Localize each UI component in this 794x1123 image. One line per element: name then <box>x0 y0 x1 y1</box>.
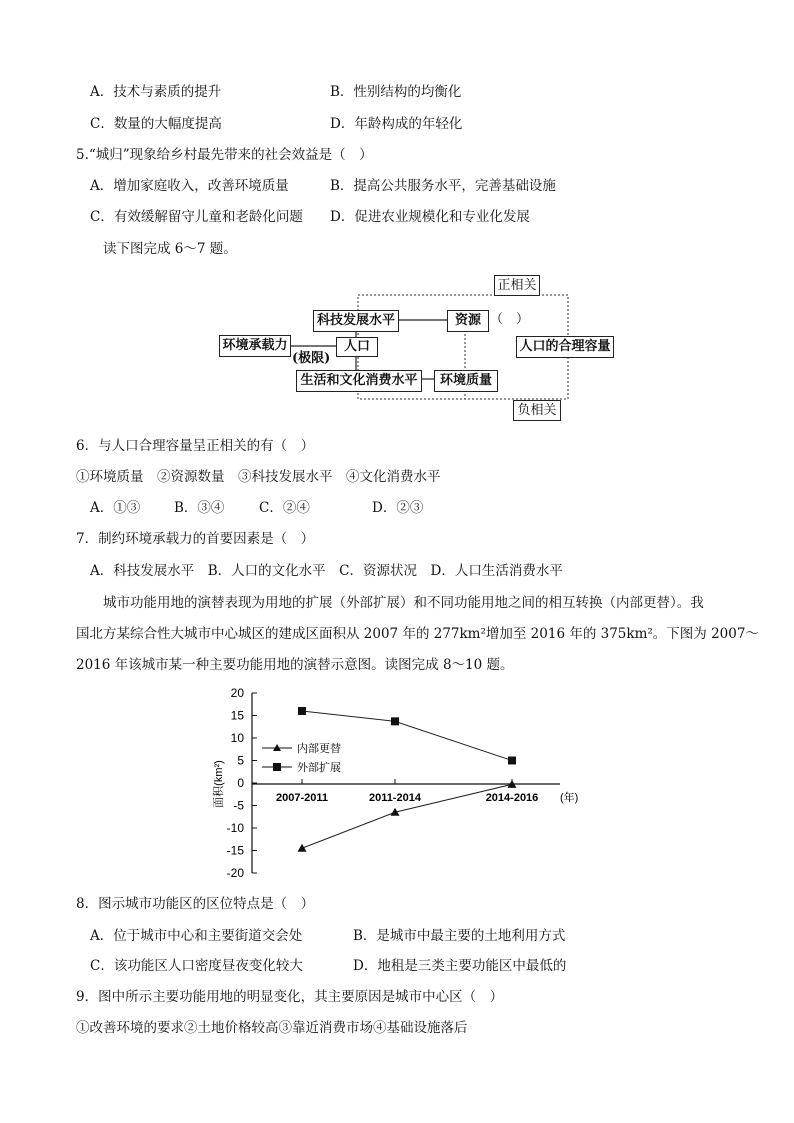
living-consumption-box: 生活和文化消费水平 <box>296 370 422 392</box>
y-tick-label: -15 <box>226 843 244 858</box>
y-tick-label: -5 <box>233 798 244 813</box>
y-axis-label: 面积(km²) <box>213 760 225 808</box>
q6-items: ①环境质量 ②资源数量 ③科技发展水平 ④文化消费水平 <box>76 469 441 485</box>
series-line-1 <box>302 711 512 761</box>
q8-option-b: B．是城市中最主要的土地利用方式 <box>353 928 566 944</box>
q5-option-c: C．有效缓解留守儿童和老龄化问题 <box>90 209 303 225</box>
q4-option-d: D．年龄构成的年轻化 <box>330 116 463 132</box>
concept-diagram <box>0 0 794 440</box>
env-capacity-box: 环境承载力 <box>219 335 291 357</box>
legend-triangle-marker <box>273 744 281 751</box>
x-tick-label: 2011-2014 <box>369 792 421 804</box>
legend-external: 外部扩展 <box>297 762 341 774</box>
q4-option-b: B．性别结构的均衡化 <box>330 84 462 100</box>
square-point <box>391 717 399 725</box>
chart-legend <box>262 741 341 774</box>
legend-square-marker <box>273 763 281 771</box>
positive-correlation-label: 正相关 <box>494 275 540 296</box>
q5-stem: 5.“城归”现象给乡村最先带来的社会效益是（ ） <box>76 147 373 163</box>
x-tick-label: 2014-2016 <box>485 792 539 804</box>
tech-level-box: 科技发展水平 <box>313 310 399 332</box>
q9-stem: 9．图中所示主要功能用地的明显变化，其主要原因是城市中心区（ ） <box>76 989 504 1005</box>
y-tick-label: 5 <box>237 753 244 768</box>
blank-parentheses: （ ） <box>490 312 530 327</box>
y-tick-label: -20 <box>226 866 244 880</box>
resource-box: 资源 <box>447 310 489 332</box>
q5-option-d: D．促进农业规模化和专业化发展 <box>330 209 530 225</box>
q6-option-a: A．①③ <box>90 500 141 516</box>
q8-option-a: A．位于城市中心和主要街道交会处 <box>90 928 303 944</box>
passage-line-1: 城市功能用地的演替表现为用地的扩展（外部扩展）和不同功能用地之间的相互转换（内部更替）。我 <box>103 595 704 611</box>
q5-option-a: A．增加家庭收入，改善环境质量 <box>90 178 289 194</box>
negative-correlation-label: 负相关 <box>513 400 561 421</box>
y-tick-label: 10 <box>230 731 244 745</box>
q7-options: A．科技发展水平 B．人口的文化水平 C．资源状况 D．人口生活消费水平 <box>90 563 563 579</box>
passage-line-2: 国北方某综合性大城市中心城区的建成区面积从 2007 年的 277km²增加至 2016 年的 375km²。下图为 2007～ <box>76 626 759 642</box>
q4-option-c: C．数量的大幅度提高 <box>90 116 222 132</box>
q6-stem: 6．与人口合理容量呈正相关的有（ ） <box>76 438 315 454</box>
q8-option-c: C．该功能区人口密度昼夜变化较大 <box>90 958 303 974</box>
y-tick-label: 0 <box>237 776 244 790</box>
triangle-point <box>391 808 400 816</box>
y-tick-label: -10 <box>226 821 244 835</box>
triangle-point <box>298 844 307 852</box>
q4-option-a: A．技术与素质的提升 <box>90 84 222 100</box>
population-box: 人口 <box>336 337 378 357</box>
intro-6-7: 读下图完成 6～7 题。 <box>103 241 237 257</box>
x-tick-label: 2007-2011 <box>276 792 328 804</box>
q6-option-d: D．②③ <box>372 500 424 516</box>
y-tick-label: 15 <box>230 708 244 723</box>
legend-internal: 内部更替 <box>297 743 341 755</box>
reasonable-capacity-box: 人口的合理容量 <box>516 336 614 358</box>
square-point <box>298 707 306 715</box>
triangle-point <box>508 780 517 788</box>
q6-option-b: B．③④ <box>174 500 225 516</box>
x-axis-unit: (年) <box>560 792 579 804</box>
q8-stem: 8．图示城市功能区的区位特点是（ ） <box>76 896 315 912</box>
square-point <box>508 757 516 765</box>
q9-items: ①改善环境的要求②土地价格较高③靠近消费市场④基础设施落后 <box>76 1020 468 1036</box>
limit-label: (极限) <box>292 351 331 366</box>
passage-line-3: 2016 年该城市某一种主要功能用地的演替示意图。读图完成 8～10 题。 <box>76 657 514 673</box>
env-quality-box: 环境质量 <box>434 370 498 392</box>
y-tick-label: 20 <box>230 686 244 700</box>
q7-stem: 7．制约环境承载力的首要因素是（ ） <box>76 531 315 547</box>
series-line-0 <box>302 784 512 848</box>
q6-option-c: C．②④ <box>259 500 310 516</box>
q8-option-d: D．地租是三类主要功能区中最低的 <box>353 958 567 974</box>
q5-option-b: B．提高公共服务水平，完善基础设施 <box>330 178 556 194</box>
